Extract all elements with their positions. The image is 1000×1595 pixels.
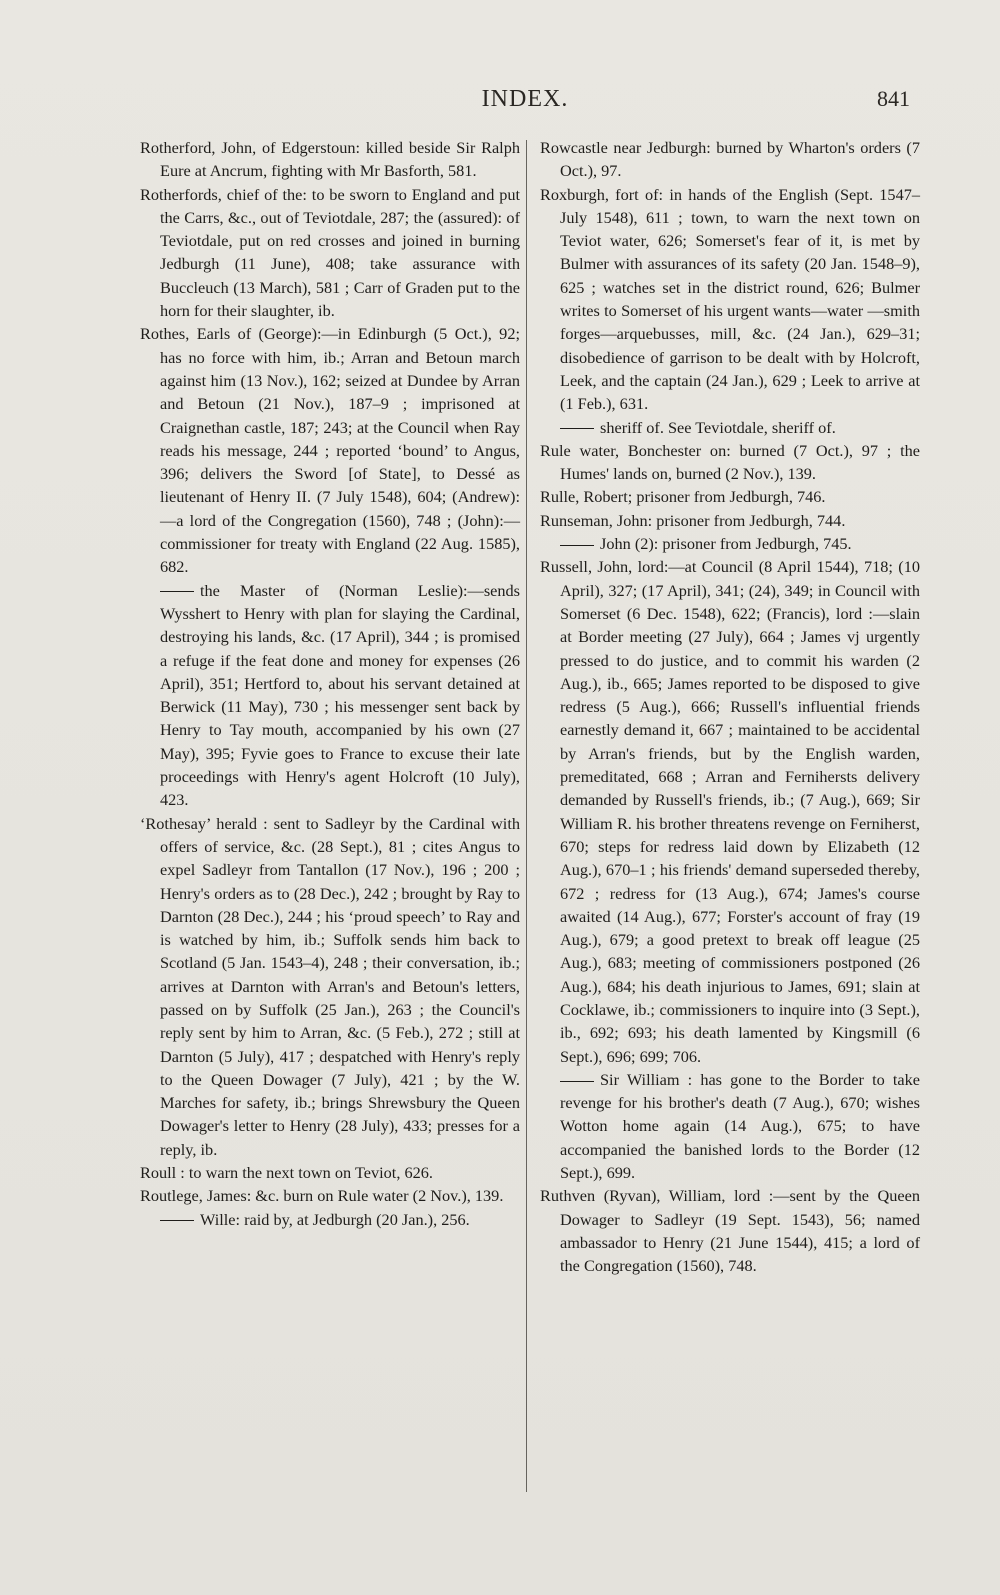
index-entry [540, 1184, 920, 1277]
entry-text: the Master of (Norman Leslie):—sends Wysshert to Henry with plan for slaying the Cardinal, destroying his lands, &c. (17 April), 344 ; is promised a refuge if the feat done and money for expenses (26 April), 351; Hertford to, about his servant detained at Berwick (11 May), 730 ; his messenger sent back by Henry to Tay mouth, accompanied by his own (27 May), 395; Fyvie goes to France to excuse their late proceedings with Henry's agent Holcroft (10 July), 423. [160, 580, 520, 810]
index-subentry [140, 1208, 520, 1231]
entry-text: John (2): prisoner from Jedburgh, 745. [600, 534, 852, 554]
entry-text: Rule water, Bonchester on: burned (7 Oct.), 97 ; the Humes' lands on, burned (2 Nov.), 139. [540, 440, 920, 484]
entry-text: sheriff of. See Teviotdale, sheriff of. [600, 417, 836, 437]
entry-text: Wille: raid by, at Jedburgh (20 Jan.), 256. [200, 1209, 470, 1229]
entry-text: Rotherfords, chief of the: to be sworn to England and put the Carrs, &c., out of Teviotdale, 287; the (assured): of Teviotdale, put on red crosses and joined in burning Jedburgh (11 June), 408; take assurance with Buccleuch (13 March), 581 ; Carr of Graden put to the horn for their slaughter, ib. [140, 184, 520, 321]
entry-text: Routlege, James: &c. burn on Rule water (2 Nov.), 139. [140, 1186, 504, 1206]
entry-text: ‘Rothesay’ herald : sent to Sadleyr by the Cardinal with offers of service, &c. (28 Sept.), 81 ; cites Angus to expel Sadleyr from Tantallon (17 Nov.), 196 ; 200 ; Henry's orders as to (28 Dec.), 242 ; brought by Ray to Darnton (28 Dec.), 244 ; his ‘proud speech’ to Ray and is watched by him, ib.; Suffolk sends him back to Scotland (5 Jan. 1543–4), 248 ; their conversation, ib.; arrives at Darnton with Arran's and Betoun's letters, passed on by Suffolk (25 Jan.), 263 ; the Council's reply sent by him to Arran, &c. (5 Feb.), 272 ; still at Darnton (5 July), 417 ; despatched with Henry's reply to the Queen Dowager (7 July), 421 ; by the W. Marches for safety, ib.; brings Shrewsbury the Queen Dowager's letter to Henry (28 July), 433; presses for a reply, ib. [140, 813, 520, 1159]
repeat-dash [160, 1220, 194, 1221]
index-entry [540, 509, 920, 532]
index-subentry [540, 1068, 920, 1184]
entry-text: Rothes, Earls of (George):—in Edinburgh (5 Oct.), 92; has no force with him, ib.; Arran and Betoun march against him (13 Nov.), 162; seized at Dundee by Arran and Betoun (21 Nov.), 187–9 ; imprisoned at Craignethan castle, 187; 243; at the Council when Ray reads his message, 244 ; reported ‘bound’ to Angus, 396; delivers the Sword [of State], to Dessé as lieutenant of Henry II. (7 July 1548), 604; (Andrew):—a lord of the Congregation (1560), 748 ; (John):—commissioner for treaty with England (22 Aug. 1585), 682. [140, 324, 520, 577]
repeat-dash [560, 1081, 594, 1082]
index-entry [540, 555, 920, 1068]
index-entry [140, 1161, 520, 1184]
index-entry [540, 183, 920, 416]
index-entry [140, 183, 520, 323]
index-subentry [540, 416, 920, 439]
repeat-dash [160, 591, 194, 592]
index-entry [540, 485, 920, 508]
index-column-left [140, 136, 520, 1231]
index-entry [540, 439, 920, 486]
repeat-dash [560, 428, 594, 429]
index-subentry [140, 579, 520, 812]
page-number: 841 [877, 86, 910, 111]
index-entry [140, 136, 520, 183]
index-entry [540, 136, 920, 183]
entry-text: Rulle, Robert; prisoner from Jedburgh, 746. [540, 487, 826, 507]
entry-text: Sir William : has gone to the Border to take revenge for his brother's death (7 Aug.), 670; wishes Wotton home again (14 Aug.), 675; to have accompanied the banished lords to the Border (12 Sept.), 699. [560, 1069, 920, 1183]
index-entry [140, 812, 520, 1161]
index-subentry [540, 532, 920, 555]
page-title: INDEX. [481, 86, 569, 112]
index-column-right [540, 136, 920, 1278]
index-entry [140, 322, 520, 578]
entry-text: Roxburgh, fort of: in hands of the English (Sept. 1547–July 1548), 611 ; town, to warn the next town on Teviot water, 626; Somerset's fear of it, is met by Bulmer with assurances of its safety (20 Jan. 1548–9), 625 ; watches set in the district round, 626; Bulmer writes to Somerset of his urgent wants—water —smith forges—arquebusses, mill, &c. (24 Jan.), 629–31; disobedience of garrison to be dealt with by Holcroft, Leek, and the captain (24 Jan.), 629 ; Leek to arrive at (1 Feb.), 631. [540, 184, 920, 414]
entry-text: Rotherford, John, of Edgerstoun: killed beside Sir Ralph Eure at Ancrum, fighting with Mr Basforth, 581. [140, 138, 520, 181]
entry-text: Ruthven (Ryvan), William, lord :—sent by the Queen Dowager to Sadleyr (19 Sept. 1543), 56; named ambassador to Henry (21 June 1544), 415; a lord of the Congregation (1560), 748. [540, 1186, 920, 1276]
entry-text: Russell, John, lord:—at Council (8 April 1544), 718; (10 April), 327; (17 April), 341; (24), 349; in Council with Somerset (6 Dec. 1548), 622; (Francis), lord :—slain at Border meeting (27 July), 664 ; James vj urgently pressed to do justice, and to commit his warden (2 Aug.), ib., 665; James reported to be disposed to give redress (5 Aug.), 666; Russell's influential friends earnestly demand it, 667 ; maintained to be accidental by Arran's friends, but by the English warden, premeditated, 668 ; Arran and Fernihersts delivery demanded by Russell's friends, ib.; (7 Aug.), 669; Sir William R. his brother threatens revenge on Ferniherst, 670; steps for redress laid down by Elizabeth (12 Aug.), 670–1 ; his friends' demand superseded thereby, 672 ; redress for (13 Aug.), 674; James's course awaited (14 Aug.), 677; Forster's account of fray (19 Aug.), 679; a good pretext to break off league (25 Aug.), 683; meeting of commissioners postponed (26 Aug.), 684; his death injurious to James, 691; slain at Cocklawe, ib.; commissioners to inquire into (3 Sept.), ib., 692; 693; his death lamented by Kingsmill (6 Sept.), 696; 699; 706. [540, 557, 920, 1066]
running-head [140, 86, 910, 122]
column-divider [526, 140, 527, 1492]
entry-text: Runseman, John: prisoner from Jedburgh, 744. [540, 510, 846, 530]
index-entry [140, 1184, 520, 1207]
entry-text: Rowcastle near Jedburgh: burned by Wharton's orders (7 Oct.), 97. [540, 138, 920, 181]
repeat-dash [560, 545, 594, 546]
entry-text: Roull : to warn the next town on Teviot, 626. [140, 1163, 433, 1183]
